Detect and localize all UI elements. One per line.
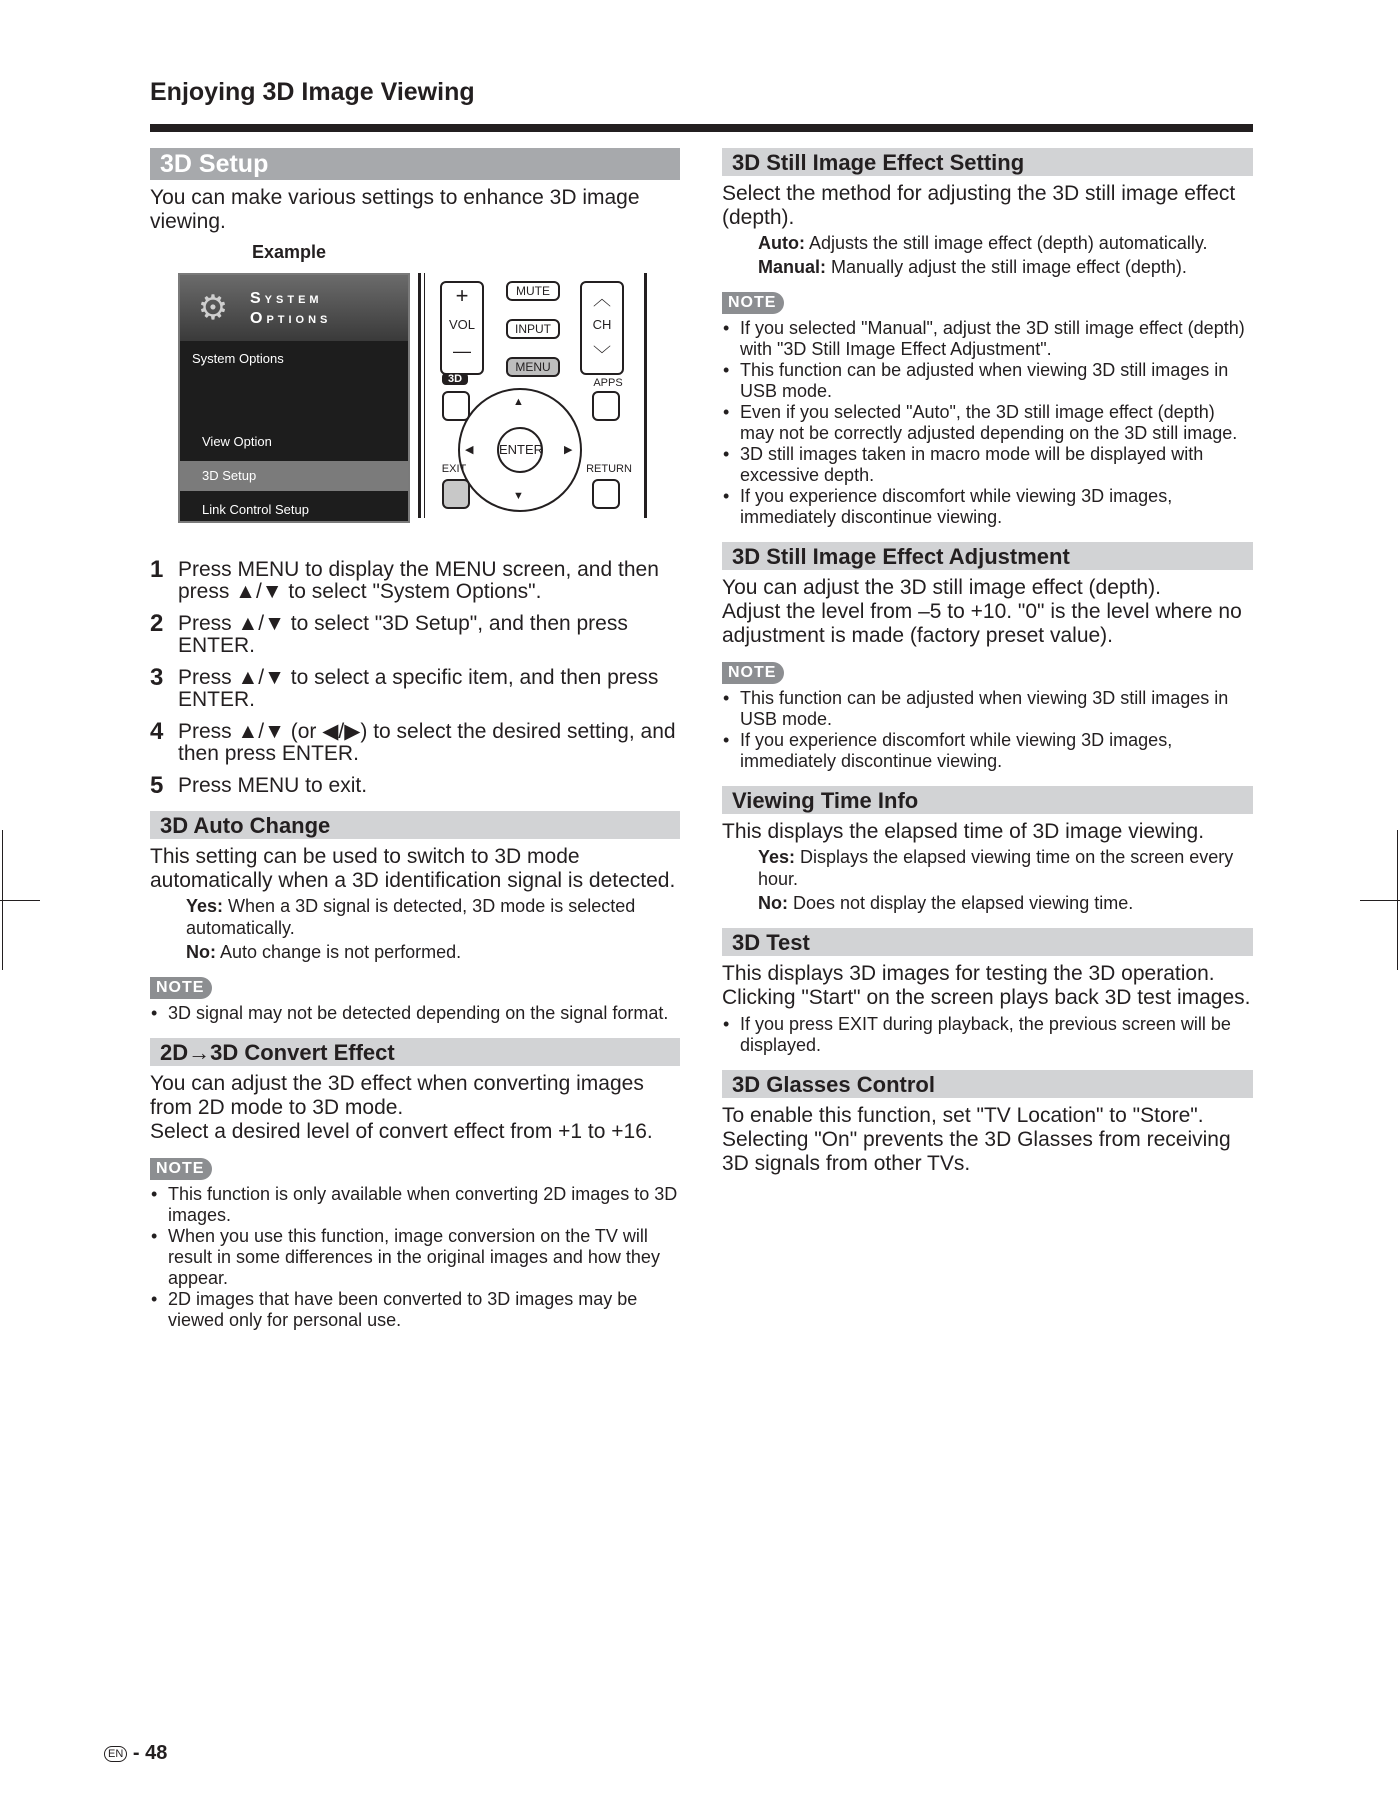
note-item: • 3D still images taken in macro mode will be displayed with excessive depth. <box>722 444 1253 486</box>
note-badge: NOTE <box>722 662 784 684</box>
section-viewing-time <box>722 786 1253 914</box>
yes-text: When a 3D signal is detected, 3D mode is selected automatically. <box>186 896 636 938</box>
step-text: Press ▲/▼ to select a specific item, and then press ENTER. <box>178 666 659 711</box>
example-illustration <box>150 273 680 535</box>
note-badge: NOTE <box>150 977 212 999</box>
note-item: • 3D signal may not be detected depending on the signal format. <box>150 1003 680 1024</box>
step-item <box>150 556 680 603</box>
vol-minus: — <box>453 341 471 361</box>
note-badge: NOTE <box>722 292 784 314</box>
apps-button[interactable] <box>592 391 620 421</box>
gear-icon: ⚙ <box>197 289 229 327</box>
step-number: 1 <box>150 556 164 583</box>
input-button[interactable]: INPUT <box>506 319 560 339</box>
ch-label: CH <box>592 317 612 332</box>
step-item <box>150 772 680 799</box>
section-title-3d-setup: 3D Setup <box>150 148 680 180</box>
note-item: • This function is only available when converting 2D images to 3D images. <box>150 1184 680 1226</box>
remote-control <box>418 273 648 523</box>
section-title-viewing-time: Viewing Time Info <box>722 786 1253 814</box>
exit-button[interactable] <box>442 479 470 509</box>
note-badge: NOTE <box>150 1158 212 1180</box>
auto-change-body: This setting can be used to switch to 3D mode automatically when a 3D identification signal is detected. <box>150 845 676 892</box>
menu-item-view-option[interactable]: View Option <box>202 434 272 449</box>
step-number: 3 <box>150 664 164 691</box>
ch-down-icon: ﹀ <box>593 345 611 365</box>
note-list <box>150 1184 680 1331</box>
ch-up-icon: ︿ <box>593 289 611 309</box>
auto-change-no <box>150 941 680 963</box>
glasses-body: To enable this function, set "TV Location" to "Store". Selecting "On" prevents the 3D Glasses from receiving 3D signals from other TVs. <box>722 1104 1231 1175</box>
apps-label: APPS <box>593 377 623 389</box>
right-arrow-icon: ▶ <box>564 444 573 456</box>
return-button[interactable] <box>592 479 620 509</box>
menu-item-3d-setup[interactable]: 3D Setup <box>180 461 408 491</box>
page-separator: - <box>132 1742 140 1764</box>
three-d-label: 3D <box>442 373 468 385</box>
exit-label: EXIT <box>441 463 467 475</box>
menu-button[interactable]: MENU <box>506 357 560 377</box>
no-text: Auto change is not performed. <box>220 942 462 962</box>
menu-title <box>250 289 400 329</box>
still-setting-manual <box>722 256 1253 278</box>
menu-screen <box>178 273 410 523</box>
convert-body-1: You can adjust the 3D effect when converting images from 2D mode to 3D mode. <box>150 1072 644 1119</box>
manual-text: Manually adjust the still image effect (depth). <box>831 257 1187 277</box>
note-list <box>722 318 1253 528</box>
auto-change-yes <box>150 895 680 939</box>
yes-term: Yes: <box>758 847 796 867</box>
no-term: No: <box>758 893 788 913</box>
vol-label: VOL <box>448 317 475 332</box>
menu-title-line2: Options <box>250 310 332 327</box>
left-column <box>150 148 680 1331</box>
note-item: • If you selected "Manual", adjust the 3D still image effect (depth) with "3D Still Image Effect Adjustment". <box>722 318 1253 360</box>
example-label: Example <box>252 242 327 262</box>
no-term: No: <box>186 942 216 962</box>
step-text: Press MENU to display the MENU screen, and then press ▲/▼ to select "System Options". <box>178 558 659 603</box>
step-text: Press ▲/▼ to select "3D Setup", and then press ENTER. <box>178 612 628 657</box>
section-still-setting <box>722 148 1253 528</box>
step-item <box>150 664 680 711</box>
right-column <box>722 148 1253 1176</box>
note-list <box>722 688 1253 772</box>
note-item: • This function can be adjusted when viewing 3D still images in USB mode. <box>722 360 1253 402</box>
vol-plus: + <box>455 283 469 308</box>
menu-header <box>180 275 408 341</box>
registration-line-right <box>1360 900 1400 901</box>
viewing-time-no <box>722 892 1253 914</box>
still-adjust-body-2: Adjust the level from –5 to +10. "0" is the level where no adjustment is made (factory preset value). <box>722 600 1242 647</box>
note-list <box>150 1003 680 1024</box>
section-title-convert-effect: 2D→3D Convert Effect <box>150 1038 680 1066</box>
down-arrow-icon: ▼ <box>513 490 524 502</box>
left-arrow-icon: ◀ <box>465 444 474 456</box>
page-number: 48 <box>145 1742 168 1764</box>
heading-rule <box>150 124 1253 132</box>
section-title-glasses-control: 3D Glasses Control <box>722 1070 1253 1098</box>
section-glasses-control <box>722 1070 1253 1176</box>
remote-edge-left <box>418 273 421 518</box>
section-convert-effect <box>150 1038 680 1331</box>
step-number: 2 <box>150 610 164 637</box>
dpad[interactable] <box>458 388 582 512</box>
step-number: 4 <box>150 718 164 745</box>
step-text: Press ▲/▼ (or ◀/▶) to select the desired setting, and then press ENTER. <box>178 720 676 765</box>
section-still-adjust <box>722 542 1253 772</box>
remote-edge-left-inner <box>424 273 425 518</box>
mute-button[interactable]: MUTE <box>506 281 560 301</box>
section-title-3d-test: 3D Test <box>722 928 1253 956</box>
note-item: • When you use this function, image conversion on the TV will result in some differences in the original images and how they appear. <box>150 1226 680 1289</box>
step-item <box>150 718 680 765</box>
step-number: 5 <box>150 772 164 799</box>
return-label: RETURN <box>586 463 632 475</box>
step-item <box>150 610 680 657</box>
three-d-button[interactable] <box>442 391 470 421</box>
yes-term: Yes: <box>186 896 224 916</box>
up-arrow-icon: ▲ <box>513 396 524 408</box>
still-setting-auto <box>722 232 1253 254</box>
step-text: Press MENU to exit. <box>178 774 368 797</box>
section-title-still-setting: 3D Still Image Effect Setting <box>722 148 1253 176</box>
manual-term: Manual: <box>758 257 827 277</box>
note-item: • This function can be adjusted when viewing 3D still images in USB mode. <box>722 688 1253 730</box>
menu-title-line1: System <box>250 290 323 307</box>
setup-intro: You can make various settings to enhance 3D image viewing. <box>150 186 640 233</box>
note-item: • 2D images that have been converted to 3D images may be viewed only for personal use. <box>150 1289 680 1331</box>
page-footer <box>104 1742 167 1765</box>
convert-body-2: Select a desired level of convert effect from +1 to +16. <box>150 1120 653 1143</box>
steps-list <box>150 556 680 799</box>
yes-text: Displays the elapsed viewing time on the screen every hour. <box>758 847 1234 889</box>
menu-item-link-control-setup[interactable]: Link Control Setup <box>202 502 309 517</box>
menu-subtitle: System Options <box>192 351 284 366</box>
test-body: This displays 3D images for testing the 3D operation. Clicking "Start" on the screen plays back 3D test images. <box>722 962 1251 1009</box>
no-text: Does not display the elapsed viewing time. <box>793 893 1134 913</box>
page-title: Enjoying 3D Image Viewing <box>150 78 475 106</box>
note-item: • Even if you selected "Auto", the 3D still image effect (depth) may not be correctly adjusted depending on the 3D still image. <box>722 402 1253 444</box>
remote-edge-right <box>644 273 647 518</box>
language-badge: EN <box>104 1746 127 1762</box>
test-item: • If you press EXIT during playback, the previous screen will be displayed. <box>722 1014 1253 1056</box>
enter-button[interactable]: ENTER <box>497 427 543 473</box>
section-3d-test <box>722 928 1253 1056</box>
registration-line-left <box>0 900 40 901</box>
auto-text: Adjusts the still image effect (depth) automatically. <box>809 233 1208 253</box>
viewing-time-yes <box>722 846 1253 890</box>
section-title-3d-auto-change: 3D Auto Change <box>150 811 680 839</box>
still-setting-body: Select the method for adjusting the 3D still image effect (depth). <box>722 182 1236 229</box>
test-list <box>722 1014 1253 1056</box>
still-adjust-body-1: You can adjust the 3D still image effect (depth). <box>722 576 1161 599</box>
section-3d-auto-change <box>150 811 680 1024</box>
note-item: • If you experience discomfort while viewing 3D images, immediately discontinue viewing. <box>722 730 1253 772</box>
viewing-time-body: This displays the elapsed time of 3D image viewing. <box>722 820 1205 843</box>
note-item: • If you experience discomfort while viewing 3D images, immediately discontinue viewing. <box>722 486 1253 528</box>
auto-term: Auto: <box>758 233 805 253</box>
section-title-still-adjust: 3D Still Image Effect Adjustment <box>722 542 1253 570</box>
